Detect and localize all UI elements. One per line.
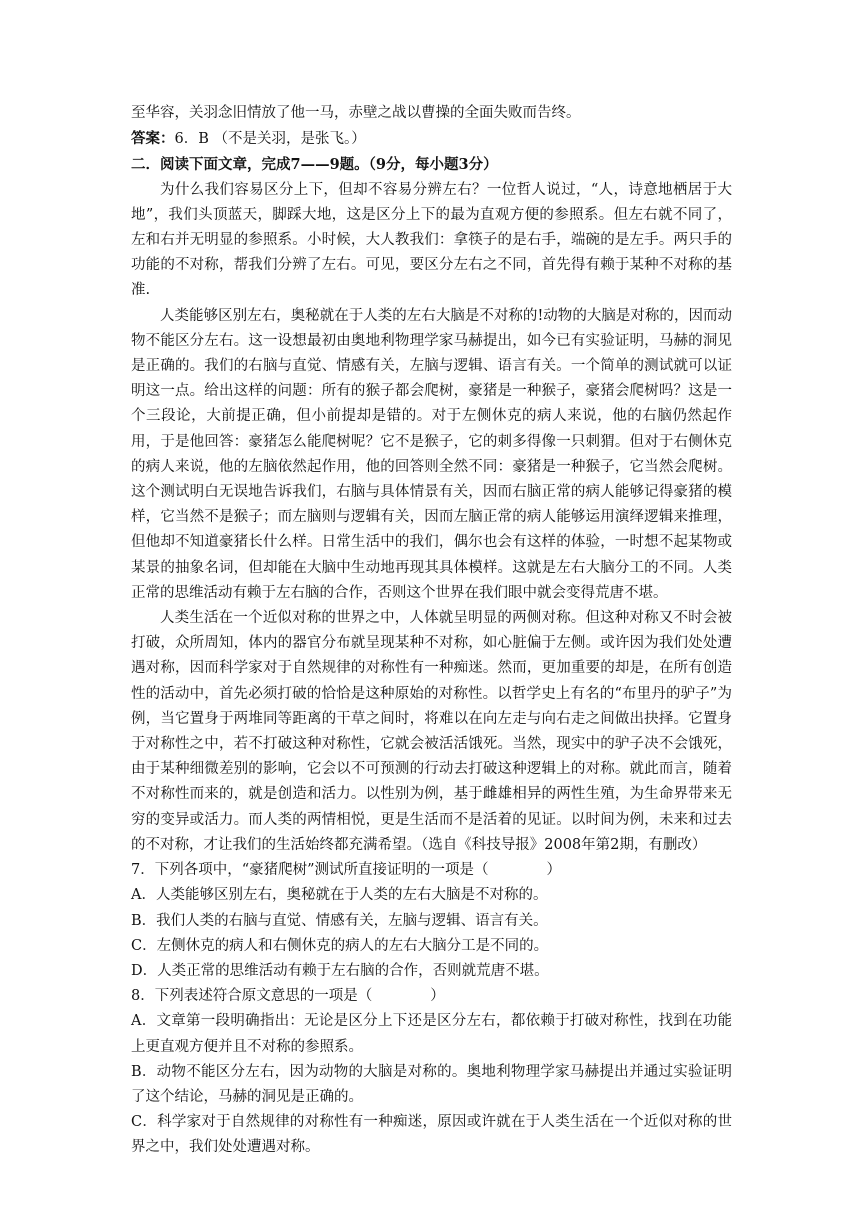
question-8-option-b: B．动物不能区分左右，因为动物的大脑是对称的。奥地利物理学家马赫提出并通过实验证明了这个结论，马赫的洞见是正确的。 — [131, 1063, 732, 1105]
previous-answer-text: 至华容，关羽念旧情放了他一马，赤壁之战以曹操的全面失败而告终。 — [131, 105, 581, 121]
question-8-option-c: C．科学家对于自然规律的对称性有一种痴迷，原因或许就在于人类生活在一个近似对称的世界之中，我们处处遭遇对称。 — [131, 1114, 732, 1156]
section-heading: 二．阅读下面文章，完成7——9题。（9分，每小题3分） — [131, 156, 498, 174]
question-8-stem: 8．下列表述符合原文意思的一项是（ ） — [131, 988, 445, 1005]
question-7-option-c: C．左侧休克的病人和右侧休克的病人的左右大脑分工是不同的。 — [131, 937, 549, 954]
answer-line — [131, 126, 732, 152]
question-7-option-b: B．我们人类的右脑与直觉、情感有关，左脑与逻辑、语言有关。 — [131, 912, 548, 929]
question-7-option-d: D．人类正常的思维活动有赖于左右脑的合作，否则就荒唐不堪。 — [131, 962, 549, 979]
article-paragraph-1: 为什么我们容易区分上下，但却不容易分辨左右？一位哲人说过，“人，诗意地栖居于大地”，我们头顶蓝天，脚踩大地，这是区分上下的最为直观方便的参照系。但左右就不同了，左和右并无明显的参照系。小时候，大人教我们：拿筷子的是右手，端碗的是左手。两只手的功能的不对称，帮我们分辨了左右。可见，要区分左右之不同，首先得有赖于某种不对称的基准. — [131, 181, 732, 299]
article-paragraph-3: 人类生活在一个近似对称的世界之中，人体就呈明显的两侧对称。但这种对称又不时会被打破，众所周知，体内的器官分布就呈现某种不对称，如心脏偏于左侧。或许因为我们处处遭遇对称，因而科学家对于自然规律的对称性有一种痴迷。然而，更加重要的却是，在所有创造性的活动中，首先必须打破的恰恰是这种原始的对称性。以哲学史上有名的“布里丹的驴子”为例，当它置身于两堆同等距离的干草之间时，将难以在向左走与向右走之间做出抉择。它置身于对称性之中，若不打破这种对称性，它就会被活活饿死。当然，现实中的驴子决不会饿死，由于某种细微差别的影响，它会以不可预测的行动去打破这种逻辑上的对称。就此而言，随着不对称性而来的，就是创造和活力。以性别为例，基于雌雄相异的两性生殖，为生命界带来无穷的变异或活力。而人类的两情相悦，更是生活而不是活着的见证。以时间为例，未来和过去的不对称，才让我们的生活始终都充满希望。（选自《科技导报》2008年第2期，有删改） — [131, 610, 732, 853]
question-7-stem: 7．下列各项中，“豪猪爬树”测试所直接证明的一项是（ ） — [131, 862, 562, 879]
answer-label: 答案： — [131, 130, 175, 148]
question-8-option-a: A．文章第一段明确指出：无论是区分上下还是区分左右，都依赖于打破对称性，找到在功能上更直观方便并且不对称的参照系。 — [131, 1013, 732, 1055]
article-paragraph-2: 人类能够区别左右，奥秘就在于人类的左右大脑是不对称的!动物的大脑是对称的，因而动物不能区分左右。这一设想最初由奥地利物理学家马赫提出，如今已有实验证明，马赫的洞见是正确的。我们的右脑与直觉、情感有关，左脑与逻辑、语言有关。一个简单的测试就可以证明这一点。给出这样的问题：所有的猴子都会爬树，豪猪是一种猴子，豪猪会爬树吗？这是一个三段论，大前提正确，但小前提却是错的。对于左侧休克的病人来说，他的右脑仍然起作用，于是他回答：豪猪怎么能爬树呢？它不是猴子，它的刺多得像一只刺猬。但对于右侧休克的病人来说，他的左脑依然起作用，他的回答则全然不同：豪猪是一种猴子，它当然会爬树。这个测试明白无误地告诉我们，右脑与具体情景有关，因而右脑正常的病人能够记得豪猪的模样，它当然不是猴子；而左脑则与逻辑有关，因而左脑正常的病人能够运用演绎逻辑来推理，但他却不知道豪猪长什么样。日常生活中的我们，偶尔也会有这样的体验，一时想不起某物或某景的抽象名词，但却能在大脑中生动地再现其具体模样。这就是左右大脑分工的不同。人类正常的思维活动有赖于左右脑的合作，否则这个世界在我们眼中就会变得荒唐不堪。 — [131, 307, 732, 601]
answer-text: 6．B （不是关羽，是张飞。） — [174, 131, 366, 148]
question-7-option-a: A．人类能够区别左右，奥秘就在于人类的左右大脑是不对称的。 — [131, 887, 548, 904]
